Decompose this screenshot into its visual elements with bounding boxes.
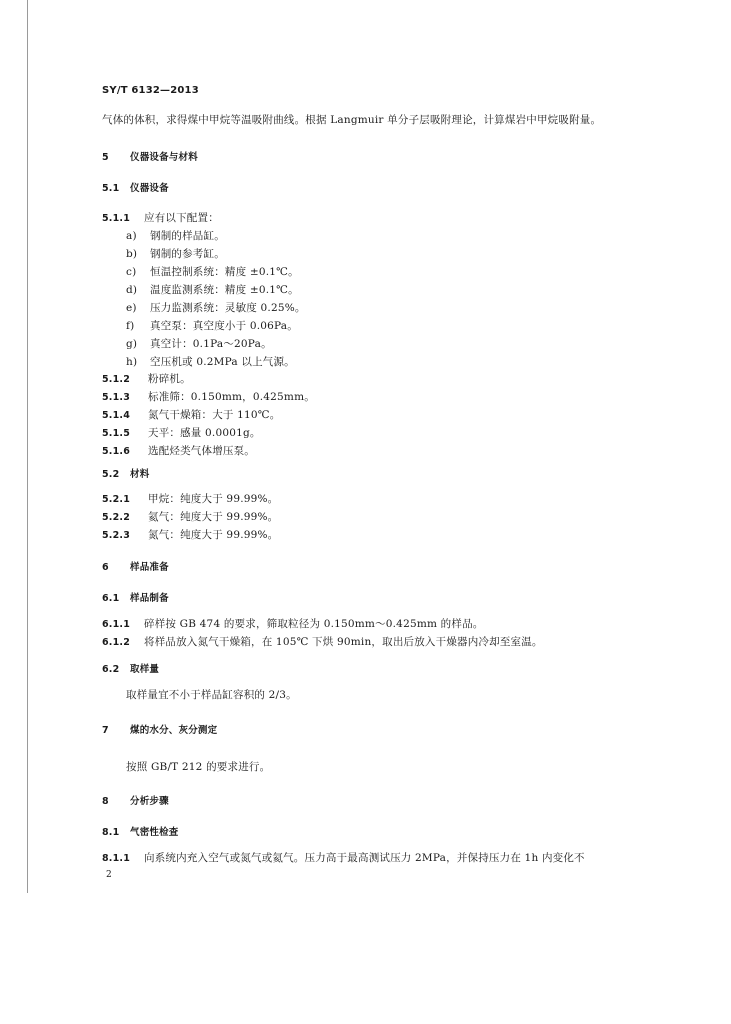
section-7-heading	[102, 724, 217, 738]
clause-number: 5.2.1	[102, 494, 131, 505]
list-item-label: b)	[126, 248, 138, 260]
clause-5-2-3	[102, 528, 278, 543]
list-item-label: a)	[126, 230, 137, 242]
clause-5-1-6	[102, 444, 255, 459]
list-item	[126, 247, 225, 261]
page-number: 2	[106, 870, 112, 880]
section-title: 仪器设备	[130, 183, 169, 194]
list-item-label: e)	[126, 302, 137, 314]
list-item	[126, 319, 298, 333]
list-item	[126, 337, 272, 351]
clause-text: 天平：感量 0.0001g。	[148, 427, 261, 439]
section-title: 样品准备	[130, 562, 169, 573]
clause-text: 粉碎机。	[148, 373, 191, 385]
clause-8-1-1	[102, 851, 585, 866]
section-6-2-heading	[102, 663, 159, 677]
section-number: 7	[102, 725, 109, 736]
clause-number: 5.1.1	[102, 213, 131, 224]
clause-text: 氦气：纯度大于 99.99%。	[148, 511, 279, 523]
section-number: 6.1	[102, 593, 120, 604]
clause-text: 氮气：纯度大于 99.99%。	[148, 529, 279, 541]
list-item-text: 空压机或 0.2MPa 以上气源。	[150, 356, 295, 368]
clause-text: 将样品放入氮气干燥箱，在 105℃ 下烘 90min，取出后放入干燥器内冷却至室温。	[144, 636, 543, 648]
section-5-heading	[102, 151, 198, 165]
clause-text: 标准筛：0.150mm，0.425mm。	[148, 391, 315, 403]
clause-6-1-2	[102, 635, 543, 650]
section-title: 气密性检查	[130, 827, 179, 838]
clause-text: 应有以下配置：	[144, 212, 219, 224]
list-item	[126, 301, 306, 315]
clause-number: 5.1.2	[102, 374, 131, 385]
list-item-label: f)	[126, 320, 135, 332]
clause-number: 5.1.5	[102, 428, 131, 439]
section-5-1-heading	[102, 182, 169, 196]
clause-5-1-3	[102, 390, 315, 405]
clause-5-1-2	[102, 372, 191, 387]
clause-number: 6.1.2	[102, 637, 131, 648]
standard-code: SY/T 6132—2013	[102, 85, 199, 96]
clause-number: 5.1.4	[102, 410, 131, 421]
section-title: 材料	[130, 469, 150, 480]
page-margin-line	[27, 0, 28, 893]
section-title: 分析步骤	[130, 796, 169, 807]
section-number: 8.1	[102, 827, 120, 838]
clause-text: 氮气干燥箱：大于 110℃。	[148, 409, 281, 421]
section-number: 8	[102, 796, 109, 807]
clause-text: 向系统内充入空气或氮气或氦气。压力高于最高测试压力 2MPa，并保持压力在 1h 内变化不	[144, 852, 585, 864]
list-item	[126, 229, 225, 243]
list-item-text: 真空计：0.1Pa～20Pa。	[150, 338, 272, 350]
section-8-1-heading	[102, 826, 179, 840]
clause-5-1-1	[102, 211, 219, 226]
section-title: 取样量	[130, 664, 160, 675]
section-number: 6.2	[102, 664, 120, 675]
section-title: 仪器设备与材料	[130, 152, 198, 163]
list-item-text: 钢制的参考缸。	[150, 248, 225, 260]
list-item-text: 压力监测系统：灵敏度 0.25%。	[150, 302, 306, 314]
list-item	[126, 355, 295, 369]
section-number: 5	[102, 152, 109, 163]
list-item-text: 真空泵：真空度小于 0.06Pa。	[150, 320, 298, 332]
clause-number: 6.1.1	[102, 619, 131, 630]
section-6-2-paragraph: 取样量宜不小于样品缸容积的 2/3。	[126, 689, 297, 701]
list-item-text: 恒温控制系统：精度 ±0.1℃。	[150, 266, 299, 278]
list-item-label: h)	[126, 356, 138, 368]
section-title: 煤的水分、灰分测定	[130, 725, 218, 736]
section-5-2-heading	[102, 468, 149, 482]
clause-number: 5.2.2	[102, 512, 131, 523]
clause-text: 甲烷：纯度大于 99.99%。	[148, 493, 279, 505]
section-number: 6	[102, 562, 109, 573]
list-item-label: c)	[126, 266, 137, 278]
clause-5-2-2	[102, 510, 278, 525]
section-6-1-heading	[102, 592, 169, 606]
clause-5-1-5	[102, 426, 261, 441]
list-item	[126, 283, 299, 297]
section-7-paragraph: 按照 GB/T 212 的要求进行。	[126, 761, 271, 773]
clause-number: 5.2.3	[102, 530, 131, 541]
section-6-heading	[102, 561, 169, 575]
list-item	[126, 265, 299, 279]
clause-text: 选配烃类气体增压泵。	[148, 445, 255, 457]
section-title: 样品制备	[130, 593, 169, 604]
clause-text: 碎样按 GB 474 的要求，筛取粒径为 0.150mm～0.425mm 的样品。	[144, 618, 484, 630]
list-item-label: d)	[126, 284, 138, 296]
section-number: 5.2	[102, 469, 120, 480]
section-8-heading	[102, 795, 169, 809]
clause-6-1-1	[102, 617, 483, 632]
section-number: 5.1	[102, 183, 120, 194]
list-item-label: g)	[126, 338, 138, 350]
list-item-text: 温度监测系统：精度 ±0.1℃。	[150, 284, 299, 296]
clause-5-1-4	[102, 408, 280, 423]
clause-number: 5.1.6	[102, 446, 131, 457]
intro-paragraph: 气体的体积，求得煤中甲烷等温吸附曲线。根据 Langmuir 单分子层吸附理论，计算煤岩中甲烷吸附量。	[102, 114, 602, 126]
clause-number: 5.1.3	[102, 392, 131, 403]
clause-5-2-1	[102, 492, 278, 507]
clause-number: 8.1.1	[102, 853, 131, 864]
list-item-text: 钢制的样品缸。	[150, 230, 225, 242]
